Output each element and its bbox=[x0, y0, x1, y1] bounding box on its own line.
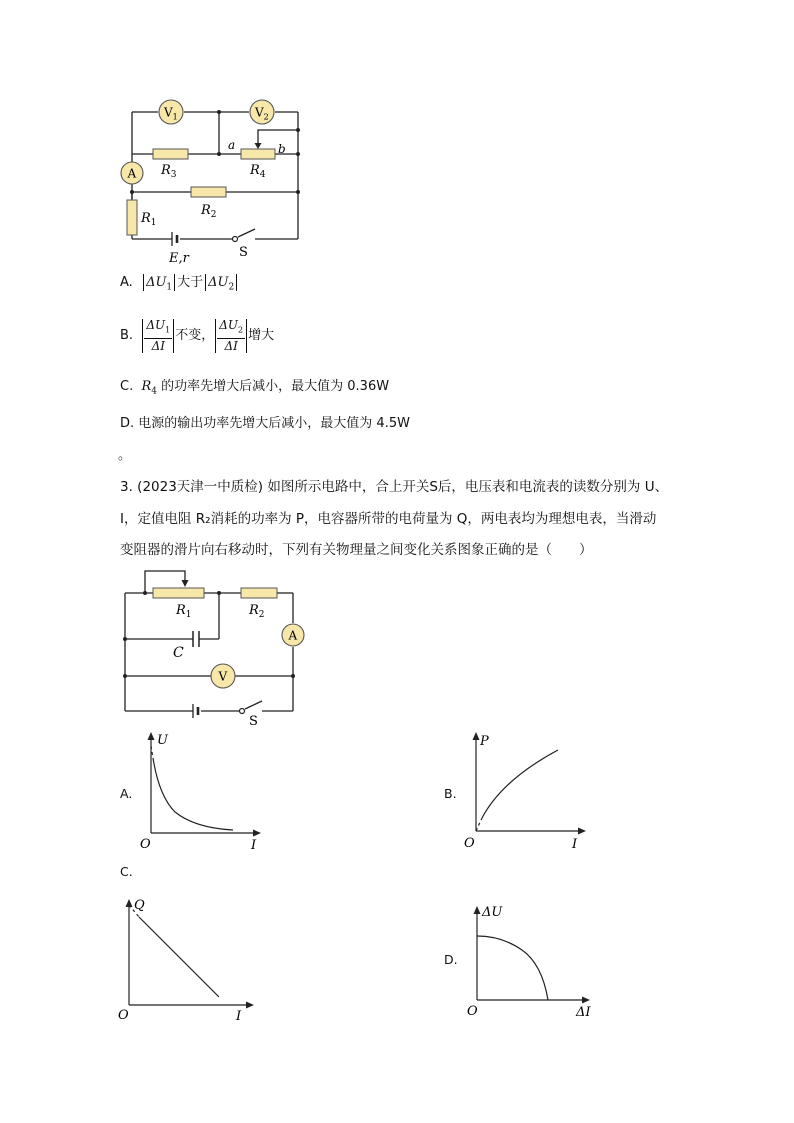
q3-line-1: 3. (2023天津一中质检) 如图所示电路中，合上开关S后，电压表和电流表的读数分别为 U、 bbox=[120, 479, 669, 495]
graph-a bbox=[135, 728, 270, 853]
graph-d-y-label: ΔU bbox=[482, 905, 503, 920]
graph-a-label: A. bbox=[120, 786, 133, 801]
option-a: A. $\Delta U_1$ 大于 $\Delta U_2$ bbox=[120, 273, 239, 298]
resistor-r4 bbox=[241, 149, 275, 159]
resistor-r3 bbox=[153, 149, 188, 159]
label-b: b bbox=[278, 142, 286, 156]
v1-label: $V_1$ bbox=[164, 105, 178, 122]
r2-label: $R_2$ bbox=[249, 603, 265, 620]
graph-c-origin: O bbox=[118, 1008, 129, 1023]
graph-d-x-label: ΔI bbox=[576, 1005, 591, 1020]
graph-b-x-label: I bbox=[572, 837, 578, 852]
graph-b bbox=[462, 728, 597, 853]
capacitor-label: C bbox=[173, 645, 184, 661]
r1-label: $R_1$ bbox=[176, 603, 192, 620]
option-b: B. $\frac{\Delta U_1}{\Delta I}$ 不变， $\frac{\Delta U_2}{\Delta I}$ 增大 bbox=[120, 318, 275, 353]
q3-line-2: I，定值电阻 R₂消耗的功率为 P，电容器所带的电荷量为 Q，两电表均为理想电表，当滑动 bbox=[120, 511, 657, 527]
switch-label: S bbox=[239, 245, 248, 260]
graph-a-origin: O bbox=[140, 837, 151, 852]
r4-label: $R_4$ bbox=[250, 163, 266, 180]
voltmeter-label: V bbox=[218, 669, 228, 684]
graph-b-origin: O bbox=[464, 836, 475, 851]
resistor-r1 bbox=[127, 200, 137, 235]
circuit-diagram-1 bbox=[115, 92, 315, 267]
q3-line-3: 变阻器的滑片向右移动时，下列有关物理量之间变化关系图象正确的是（ ） bbox=[120, 542, 593, 558]
graph-c-x-label: I bbox=[236, 1009, 242, 1024]
graph-b-y-label: P bbox=[480, 734, 489, 749]
v2-label: $V_2$ bbox=[255, 105, 269, 122]
label-a: a bbox=[228, 138, 236, 152]
switch-label: S bbox=[249, 714, 258, 725]
resistor-r2 bbox=[241, 588, 277, 598]
stray-mark: 。 bbox=[118, 448, 132, 463]
graph-c-label: C. bbox=[120, 864, 133, 879]
ammeter-label: A bbox=[127, 166, 137, 181]
resistor-r2 bbox=[191, 187, 226, 197]
source-label: E,r bbox=[169, 251, 189, 266]
graph-c-y-label: Q bbox=[134, 898, 145, 913]
graph-a-y-label: U bbox=[157, 733, 168, 748]
r1-label: $R_1$ bbox=[141, 211, 157, 228]
ammeter-label: A bbox=[288, 628, 298, 643]
graph-b-label: B. bbox=[444, 786, 457, 801]
circuit-diagram-2 bbox=[115, 565, 310, 725]
graph-d-origin: O bbox=[467, 1004, 478, 1019]
graph-c bbox=[112, 893, 262, 1028]
option-c: C. $R_4$ 的功率先增大后减小，最大值为 0.36W bbox=[120, 379, 390, 397]
graph-d bbox=[462, 898, 602, 1023]
resistor-r1 bbox=[153, 588, 204, 598]
r2-label: $R_2$ bbox=[201, 203, 217, 220]
r3-label: $R_3$ bbox=[161, 163, 177, 180]
option-d: D. 电源的输出功率先增大后减小，最大值为 4.5W bbox=[120, 416, 410, 431]
graph-d-label: D. bbox=[444, 952, 458, 967]
graph-a-x-label: I bbox=[251, 838, 257, 853]
